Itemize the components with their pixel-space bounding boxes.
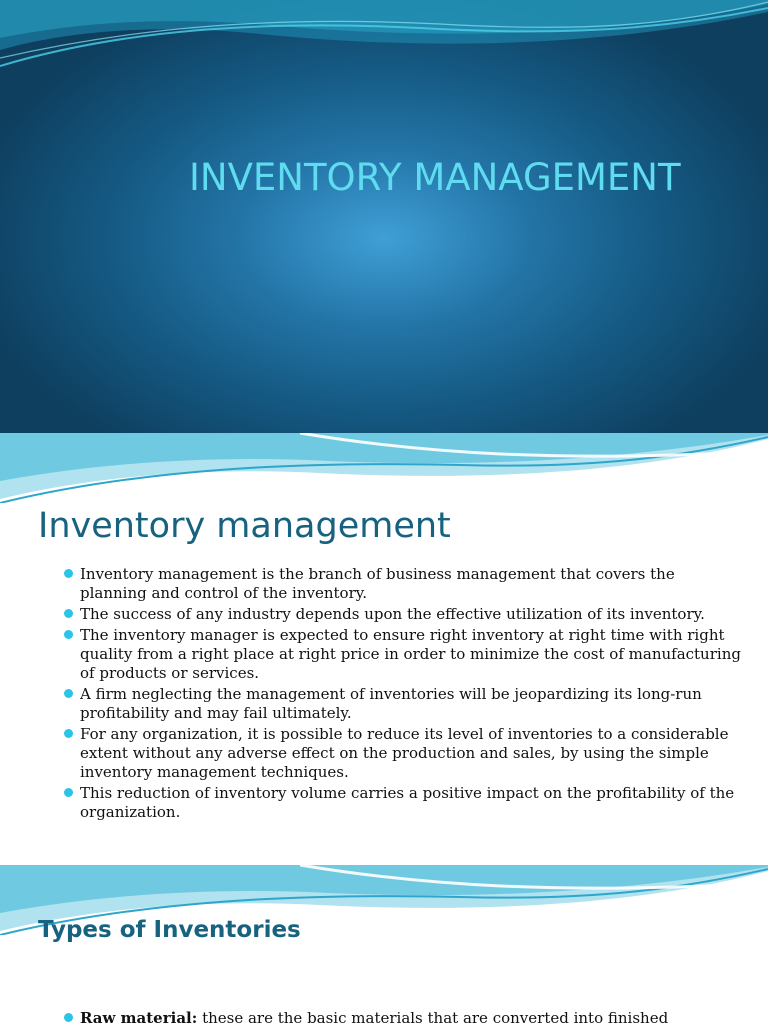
list-item: Inventory management is the branch of business management that covers the planning and control of the inventory. xyxy=(64,565,744,603)
wave-decoration xyxy=(0,433,768,503)
bullet-dot-icon xyxy=(64,689,73,698)
slide-divider xyxy=(0,837,768,865)
slide-heading: Inventory management xyxy=(38,506,451,546)
bullet-list xyxy=(64,1009,744,1024)
bullet-dot-icon xyxy=(64,788,73,797)
list-item: A firm neglecting the management of inventories will be jeopardizing its long-run profitability and may fail ultimately. xyxy=(64,685,744,723)
content-slide-inventory-management xyxy=(0,433,768,837)
wave-decoration xyxy=(0,0,768,80)
list-item: For any organization, it is possible to reduce its level of inventories to a considerable extent without any adverse effect on the production and sales, by using the simple inventory management techniques. xyxy=(64,725,744,782)
bullet-dot-icon xyxy=(64,609,73,618)
list-item xyxy=(64,1009,744,1024)
content-slide-types-of-inventories xyxy=(0,865,768,1024)
list-item: This reduction of inventory volume carries a positive impact on the profitability of the organization. xyxy=(64,784,744,822)
bullet-list xyxy=(64,565,744,824)
bullet-dot-icon xyxy=(64,630,73,639)
list-item: The inventory manager is expected to ensure right inventory at right time with right quality from a right place at right price in order to minimize the cost of manufacturing of products or services. xyxy=(64,626,744,683)
slide-heading: Types of Inventories xyxy=(38,917,301,943)
bullet-dot-icon xyxy=(64,569,73,578)
list-item: The success of any industry depends upon the effective utilization of its inventory. xyxy=(64,605,744,624)
slide-title: INVENTORY MANAGEMENT xyxy=(189,156,681,199)
bullet-dot-icon xyxy=(64,1013,73,1022)
term-label: Raw material: xyxy=(80,1009,198,1024)
bullet-dot-icon xyxy=(64,729,73,738)
term-description: these are the basic materials that are converted into finished xyxy=(197,1009,669,1024)
title-slide xyxy=(0,0,768,433)
